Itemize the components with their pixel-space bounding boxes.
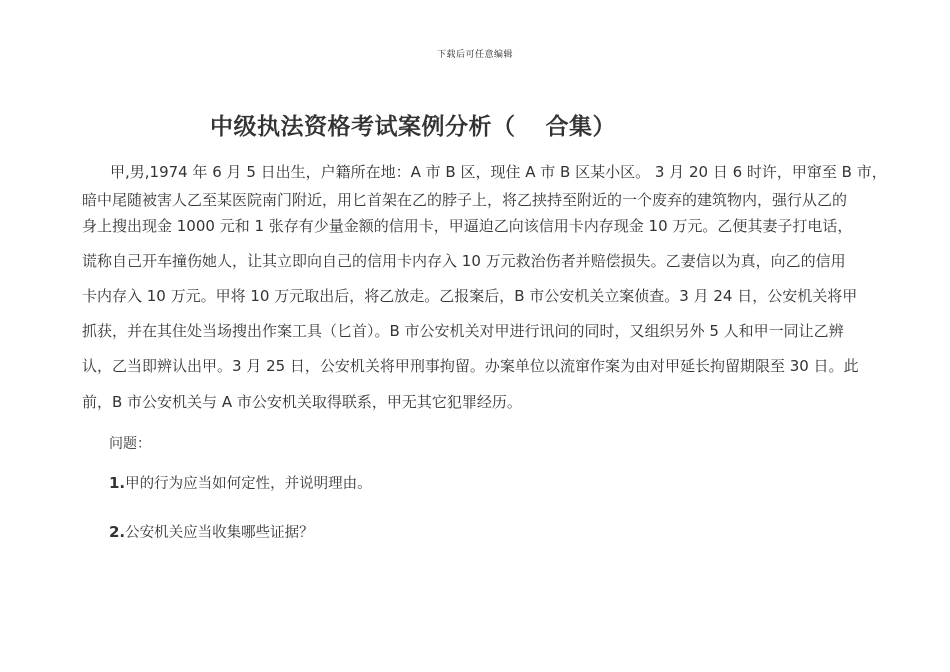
header-note: 下载后可任意编辑 bbox=[436, 50, 513, 60]
case-line: 谎称自己开车撞伤她人，让其立即向自己的信用卡内存入 10 万元救治伤者并赔偿损失。乙妻信以为真，向乙的信用 bbox=[82, 252, 846, 270]
case-line: 认，乙当即辨认出甲。3 月 25 日，公安机关将甲刑事拘留。办案单位以流窜作案为由对甲延长拘留期限至 30 日。此 bbox=[82, 357, 859, 375]
case-line: 暗中尾随被害人乙至某医院南门附近，用匕首架在乙的脖子上，将乙挟持至附近的一个废弃的建筑物内，强行从乙的 bbox=[82, 191, 848, 209]
case-line: 抓获，并在其住处当场搜出作案工具（匕首）。B 市公安机关对甲进行讯问的同时，又组织另外 5 人和甲一同让乙辨 bbox=[82, 322, 844, 340]
question-number: 1. bbox=[109, 474, 126, 492]
question-text: 公安机关应当收集哪些证据？ bbox=[125, 525, 314, 541]
question-number: 2. bbox=[109, 523, 126, 541]
case-line: 甲,男,1974 年 6 月 5 日出生，户籍所在地：A 市 B 区，现住 A 市 B 区某小区。 3 月 20 日 6 时许，甲窜至 B 市， bbox=[110, 163, 887, 181]
title-suffix: 合集） bbox=[545, 114, 616, 140]
case-line: 身上搜出现金 1000 元和 1 张存有少量金额的信用卡，甲逼迫乙向该信用卡内存现金 10 万元。乙便其妻子打电话， bbox=[82, 217, 853, 235]
question-item bbox=[109, 521, 314, 542]
question-item bbox=[109, 472, 372, 493]
case-line: 前，B 市公安机关与 A 市公安机关取得联系，甲无其它犯罪经历。 bbox=[82, 393, 522, 411]
title-main: 中级执法资格考试案例分析（ bbox=[210, 114, 516, 140]
questions-label: 问题： bbox=[109, 436, 151, 452]
question-text: 甲的行为应当如何定性，并说明理由。 bbox=[125, 476, 372, 492]
case-line: 卡内存入 10 万元。甲将 10 万元取出后，将乙放走。乙报案后，B 市公安机关立案侦查。3 月 24 日，公安机关将甲 bbox=[82, 287, 858, 305]
document-title bbox=[210, 108, 616, 141]
